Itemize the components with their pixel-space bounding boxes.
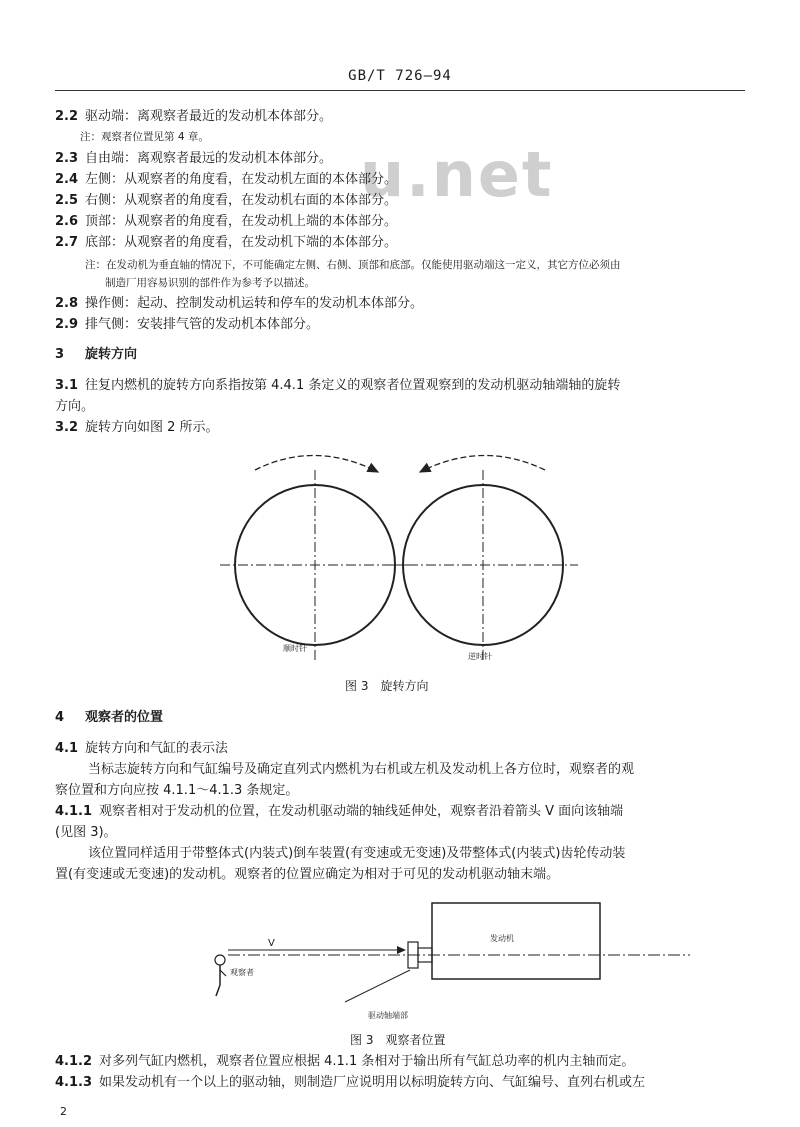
note-vertical-2: 制造厂用容易识别的部件作为参考予以描述。 [105, 277, 315, 289]
clause-4-1-3: 4.1.3 如果发动机有一个以上的驱动轴，则制造厂应说明用以标明旋转方向、气缸编号、直列右机或左 [55, 1075, 646, 1090]
shaft-leader [345, 970, 410, 1002]
note-observer: 注：观察者位置见第 4 章。 [80, 131, 209, 143]
observer-leg [216, 985, 220, 996]
clause-4-1-1: 4.1.1 观察者相对于发动机的位置，在发动机驱动端的轴线延伸处，观察者沿着箭头 V 面向该轴端 [55, 804, 624, 819]
arrow-v-label: V [268, 938, 275, 949]
note-vertical-1: 注：在发动机为垂直轴的情况下，不可能确定左侧、右侧、顶部和底部。仅能使用驱动端这一定义，其它方位必须由 [85, 259, 621, 271]
clause-2-2: 2.2 驱动端：离观察者最近的发动机本体部分。 [55, 109, 333, 124]
observer-arm [220, 970, 226, 976]
engine-box [432, 903, 600, 979]
figure3-caption: 图 3 观察者位置 [350, 1033, 446, 1047]
clause-2-9: 2.9 排气侧：安装排气管的发动机本体部分。 [55, 317, 320, 332]
counterclockwise-label: 逆时针 [468, 652, 492, 661]
observer-label: 观察者 [230, 968, 254, 977]
section-4-heading: 4 观察者的位置 [55, 710, 164, 725]
observer-head [215, 955, 225, 965]
clause-4-1-body-2: 察位置和方向应按 4.1.1～4.1.3 条规定。 [55, 783, 299, 798]
engine-label: 发动机 [490, 934, 514, 943]
counterclockwise-arrow [420, 455, 545, 472]
clause-4-1-1-cont: (见图 3)。 [55, 825, 117, 840]
clause-3-1-cont: 方向。 [55, 399, 95, 414]
page-number: 2 [60, 1105, 67, 1118]
shaft-end-label: 驱动轴端部 [368, 1011, 408, 1020]
clause-4-1-1-para-2: 置(有变速或无变速)的发动机。观察者的位置应确定为相对于可见的发动机驱动轴末端。 [55, 867, 560, 882]
clause-2-8: 2.8 操作侧：起动、控制发动机运转和停车的发动机本体部分。 [55, 296, 424, 311]
page-header: GB/T 726—94 [348, 68, 452, 84]
clause-4-1-body-1: 当标志旋转方向和气缸编号及确定直列式内燃机为右机或左机及发动机上各方位时，观察者的观 [88, 762, 635, 777]
clockwise-arrow [255, 455, 378, 472]
clause-3-2: 3.2 旋转方向如图 2 所示。 [55, 420, 219, 435]
clause-2-3: 2.3 自由端：离观察者最远的发动机本体部分。 [55, 151, 333, 166]
clockwise-label: 顺时针 [283, 644, 307, 653]
clause-4-1: 4.1 旋转方向和气缸的表示法 [55, 741, 229, 756]
figure2-caption: 图 3 旋转方向 [345, 679, 429, 693]
clause-4-1-2: 4.1.2 对多列气缸内燃机，观察者位置应根据 4.1.1 条相对于输出所有气缸总功率的机内主轴而定。 [55, 1054, 635, 1069]
clause-2-5: 2.5 右侧：从观察者的角度看，在发动机右面的本体部分。 [55, 193, 398, 208]
clause-2-6: 2.6 顶部：从观察者的角度看，在发动机上端的本体部分。 [55, 214, 398, 229]
clause-4-1-1-para-1: 该位置同样适用于带整体式(内装式)倒车装置(有变速或无变速)及带整体式(内装式)齿轮传动装 [88, 846, 626, 861]
clause-3-1: 3.1 往复内燃机的旋转方向系指按第 4.4.1 条定义的观察者位置观察到的发动机驱动轴端轴的旋转 [55, 378, 621, 393]
section-3-heading: 3 旋转方向 [55, 347, 138, 362]
clause-2-7: 2.7 底部：从观察者的角度看，在发动机下端的本体部分。 [55, 235, 398, 250]
watermark: u.net [360, 138, 554, 211]
clause-2-4: 2.4 左侧：从观察者的角度看，在发动机左面的本体部分。 [55, 172, 398, 187]
